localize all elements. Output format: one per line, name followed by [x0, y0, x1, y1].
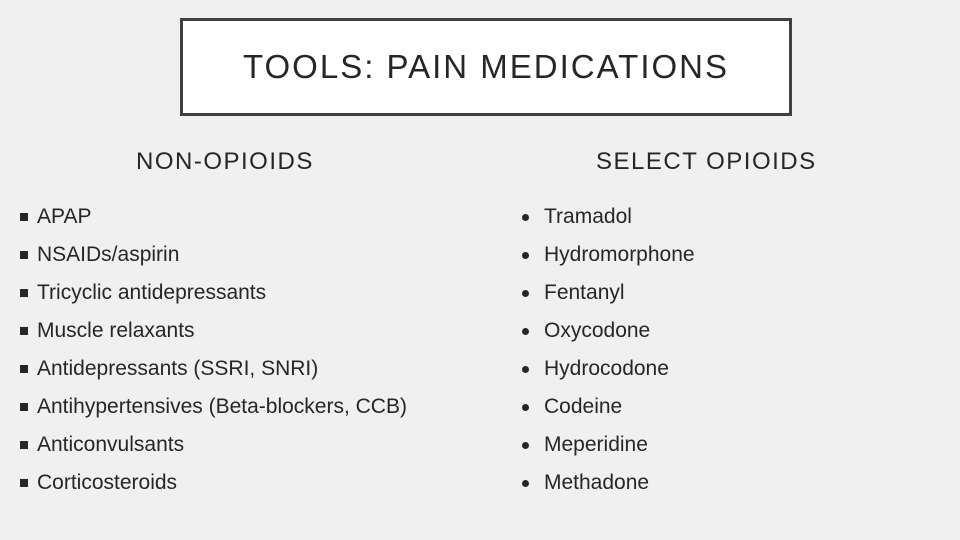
list-item-label: Corticosteroids	[37, 471, 178, 494]
list-item-label: Hydromorphone	[544, 243, 695, 266]
list-item	[20, 392, 407, 430]
list-item	[20, 430, 407, 468]
square-bullet-icon	[20, 327, 28, 335]
square-bullet-icon	[20, 441, 28, 449]
dot-bullet-icon	[522, 442, 529, 449]
list-item	[520, 202, 695, 240]
title-box	[180, 18, 792, 116]
dot-bullet-icon	[522, 480, 529, 487]
dot-bullet-icon	[522, 290, 529, 297]
list-item	[520, 316, 695, 354]
dot-bullet-icon	[522, 366, 529, 373]
list-item	[520, 392, 695, 430]
square-bullet-icon	[20, 365, 28, 373]
list-item	[20, 202, 407, 240]
non-opioids-list	[20, 202, 407, 506]
list-item-label: Methadone	[544, 471, 650, 494]
square-bullet-icon	[20, 479, 28, 487]
list-item	[520, 468, 695, 506]
square-bullet-icon	[20, 213, 28, 221]
select-opioids-heading: SELECT OPIOIDS	[596, 148, 817, 175]
slide-title: TOOLS: PAIN MEDICATIONS	[242, 48, 730, 85]
list-item-label: Muscle relaxants	[37, 319, 195, 342]
dot-bullet-icon	[522, 328, 529, 335]
list-item-label: Tramadol	[544, 205, 632, 228]
list-item	[520, 430, 695, 468]
list-item-label: Anticonvulsants	[37, 433, 185, 456]
dot-bullet-icon	[522, 214, 529, 221]
list-item	[520, 354, 695, 392]
list-item-label: Tricyclic antidepressants	[37, 281, 267, 304]
list-item-label: Hydrocodone	[544, 357, 669, 380]
square-bullet-icon	[20, 251, 28, 259]
list-item-label: Codeine	[544, 395, 623, 418]
dot-bullet-icon	[522, 404, 529, 411]
list-item-label: NSAIDs/aspirin	[37, 243, 180, 266]
list-item	[20, 354, 407, 392]
list-item-label: Meperidine	[544, 433, 648, 456]
select-opioids-list	[520, 202, 695, 506]
non-opioids-heading: NON-OPIOIDS	[136, 148, 314, 175]
list-item	[20, 278, 407, 316]
square-bullet-icon	[20, 289, 28, 297]
list-item	[20, 316, 407, 354]
list-item	[20, 468, 407, 506]
square-bullet-icon	[20, 403, 28, 411]
list-item-label: Antidepressants (SSRI, SNRI)	[37, 357, 319, 380]
list-item	[520, 278, 695, 316]
dot-bullet-icon	[522, 252, 529, 259]
list-item-label: APAP	[37, 205, 92, 228]
list-item	[520, 240, 695, 278]
list-item-label: Oxycodone	[544, 319, 651, 342]
list-item	[20, 240, 407, 278]
list-item-label: Antihypertensives (Beta-blockers, CCB)	[37, 395, 407, 418]
list-item-label: Fentanyl	[544, 281, 625, 304]
